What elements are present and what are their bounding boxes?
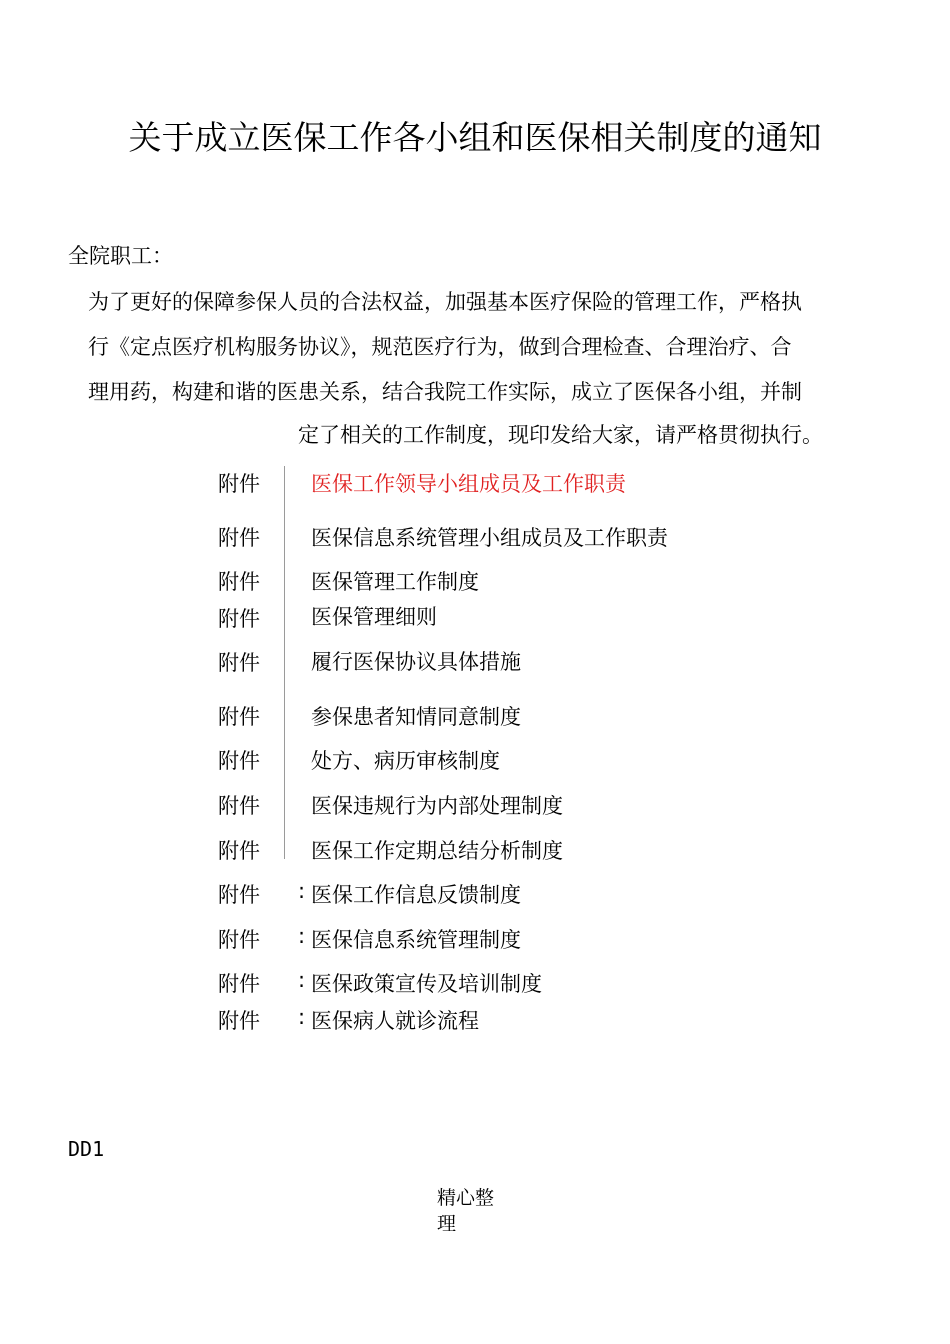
- attachment-label: 附件: [218, 839, 260, 863]
- attachment-label: 附件: [218, 651, 260, 675]
- attachment-title: 处方、病历审核制度: [311, 749, 500, 773]
- attachment-title: 医保工作信息反馈制度: [311, 883, 521, 907]
- attachment-divider: [284, 466, 285, 859]
- footer-note: 精心整理: [437, 1187, 495, 1235]
- attachment-title: 履行医保协议具体措施: [311, 650, 521, 674]
- attachment-label: 附件: [218, 705, 260, 729]
- document-title: 关于成立医保工作各小组和医保相关制度的通知: [128, 118, 822, 157]
- attachment-title: 医保信息系统管理制度: [311, 928, 521, 952]
- attachment-label: 附件: [218, 883, 260, 907]
- attachment-label: 附件: [218, 928, 260, 952]
- attachment-title: 医保信息系统管理小组成员及工作职责: [311, 526, 668, 550]
- attachment-label: 附件: [218, 972, 260, 996]
- attachment-label: 附件: [218, 472, 260, 496]
- attachment-colon: :: [298, 924, 306, 948]
- attachment-title: 参保患者知情同意制度: [311, 705, 521, 729]
- attachment-colon: :: [298, 1005, 306, 1029]
- attachment-title: 医保管理细则: [311, 605, 437, 629]
- attachment-colon: :: [298, 968, 306, 992]
- attachment-label: 附件: [218, 1009, 260, 1033]
- attachment-title: 医保违规行为内部处理制度: [311, 794, 563, 818]
- attachment-label: 附件: [218, 749, 260, 773]
- body-line: 定了相关的工作制度，现印发给大家，请严格贯彻执行。: [298, 423, 823, 447]
- body-line: 理用药，构建和谐的医患关系，结合我院工作实际，成立了医保各小组，并制: [88, 380, 802, 404]
- attachment-title: 医保政策宣传及培训制度: [311, 972, 542, 996]
- attachment-label: 附件: [218, 607, 260, 631]
- attachment-title: 医保管理工作制度: [311, 570, 479, 594]
- attachment-label: 附件: [218, 570, 260, 594]
- attachment-label: 附件: [218, 526, 260, 550]
- attachment-label: 附件: [218, 794, 260, 818]
- attachment-title: 医保工作领导小组成员及工作职责: [311, 472, 626, 496]
- footer-code: DD1: [68, 1137, 105, 1161]
- salutation: 全院职工：: [68, 244, 173, 268]
- body-line: 行《定点医疗机构服务协议》，规范医疗行为，做到合理检查、合理治疗、合: [88, 335, 792, 359]
- attachment-title: 医保病人就诊流程: [311, 1009, 479, 1033]
- attachment-title: 医保工作定期总结分析制度: [311, 839, 563, 863]
- body-line: 为了更好的保障参保人员的合法权益，加强基本医疗保险的管理工作，严格执: [88, 290, 802, 314]
- attachment-colon: :: [298, 879, 306, 903]
